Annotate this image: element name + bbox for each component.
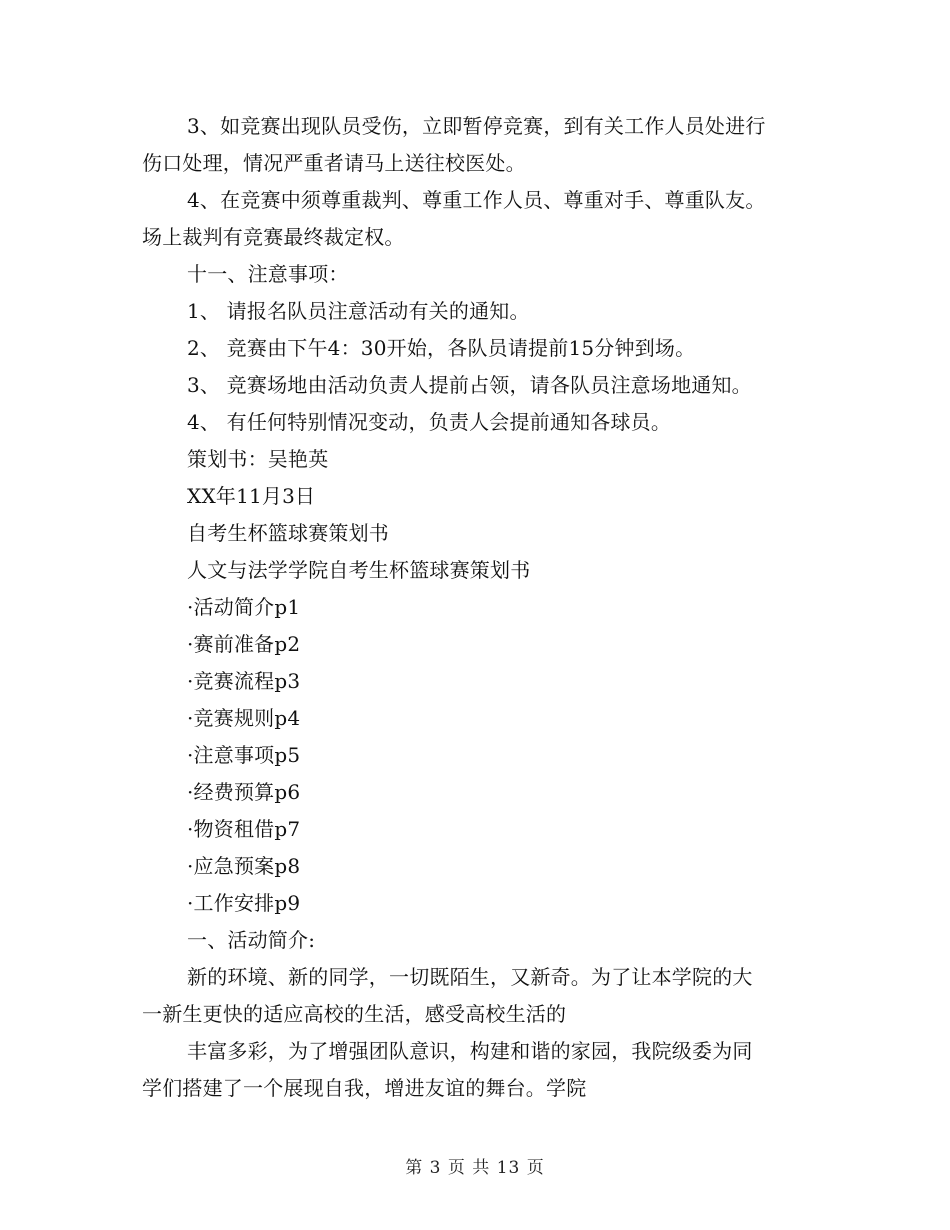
paragraph-line: 4、在竞赛中须尊重裁判、尊重工作人员、尊重对手、尊重队友。 [187, 188, 766, 212]
document-body [142, 108, 812, 1107]
toc-item: ·经费预算p6 [187, 780, 301, 804]
toc-item: ·竞赛流程p3 [187, 669, 301, 693]
list-item: 2、 竞赛由下午4：30开始，各队员请提前15分钟到场。 [187, 336, 696, 360]
page-number-footer: 第 3 页 共 13 页 [405, 1158, 545, 1178]
paragraph-line: 一新生更快的适应高校的生活，感受高校生活的 [142, 1002, 567, 1026]
document-subtitle: 人文与法学学院自考生杯篮球赛策划书 [187, 558, 531, 582]
section-heading: 一、活动简介: [187, 928, 316, 952]
list-item: 1、 请报名队员注意活动有关的通知。 [187, 299, 530, 323]
toc-item: ·竞赛规则p4 [187, 706, 301, 730]
toc-item: ·注意事项p5 [187, 743, 301, 767]
date-line: XX年11月3日 [187, 484, 316, 508]
paragraph-line: 3、如竞赛出现队员受伤，立即暂停竞赛，到有关工作人员处进行 [187, 114, 766, 138]
list-item: 3、 竞赛场地由活动负责人提前占领，请各队员注意场地通知。 [187, 373, 752, 397]
paragraph-line: 场上裁判有竞赛最终裁定权。 [142, 225, 405, 249]
paragraph-line: 新的环境、新的同学，一切既陌生，又新奇。为了让本学院的大 [187, 965, 753, 989]
paragraph-line: 丰富多彩，为了增强团队意识，构建和谐的家园，我院级委为同 [187, 1039, 753, 1063]
toc-item: ·赛前准备p2 [187, 632, 301, 656]
toc-item: ·应急预案p8 [187, 854, 301, 878]
author-line: 策划书：吴艳英 [187, 447, 329, 471]
toc-item: ·物资租借p7 [187, 817, 301, 841]
toc-item: ·活动简介p1 [187, 595, 301, 619]
paragraph-line: 学们搭建了一个展现自我，增进友谊的舞台。学院 [142, 1076, 587, 1100]
document-title: 自考生杯篮球赛策划书 [187, 521, 389, 545]
list-item: 4、 有任何特别情况变动，负责人会提前通知各球员。 [187, 410, 672, 434]
toc-item: ·工作安排p9 [187, 891, 301, 915]
section-heading: 十一、注意事项： [187, 262, 349, 286]
paragraph-line: 伤口处理，情况严重者请马上送往校医处。 [142, 151, 526, 175]
